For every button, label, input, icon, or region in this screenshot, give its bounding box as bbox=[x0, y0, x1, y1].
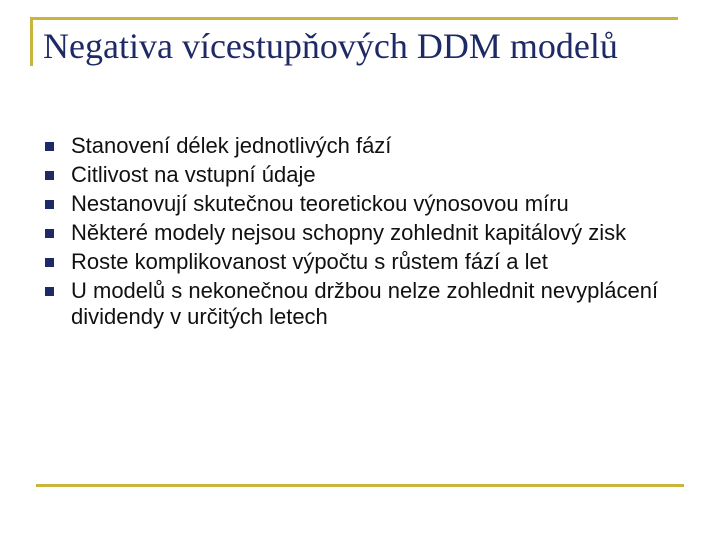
bullet-text: Roste komplikovanost výpočtu s růstem fází a let bbox=[71, 249, 548, 274]
top-accent-line bbox=[30, 17, 678, 20]
bullet-item bbox=[40, 249, 680, 275]
square-bullet-icon bbox=[45, 142, 54, 151]
left-accent-line bbox=[30, 17, 33, 66]
bullet-item bbox=[40, 191, 680, 217]
square-bullet-icon bbox=[45, 171, 54, 180]
square-bullet-icon bbox=[45, 287, 54, 296]
bullet-text: Stanovení délek jednotlivých fází bbox=[71, 133, 392, 158]
bullet-text: Citlivost na vstupní údaje bbox=[71, 162, 316, 187]
bullet-text: U modelů s nekonečnou držbou nelze zohlednit nevyplácení dividendy v určitých letech bbox=[71, 278, 659, 329]
bullet-item bbox=[40, 162, 680, 188]
bullet-item bbox=[40, 278, 680, 330]
bullet-item bbox=[40, 133, 680, 159]
bullet-text: Některé modely nejsou schopny zohlednit kapitálový zisk bbox=[71, 220, 627, 245]
square-bullet-icon bbox=[45, 200, 54, 209]
bottom-accent-line bbox=[36, 484, 684, 487]
bullet-list bbox=[40, 133, 680, 333]
square-bullet-icon bbox=[45, 229, 54, 238]
bullet-text: Nestanovují skutečnou teoretickou výnosovou míru bbox=[71, 191, 569, 216]
square-bullet-icon bbox=[45, 258, 54, 267]
slide-title: Negativa vícestupňových DDM modelů bbox=[43, 26, 618, 66]
bullet-item bbox=[40, 220, 680, 246]
